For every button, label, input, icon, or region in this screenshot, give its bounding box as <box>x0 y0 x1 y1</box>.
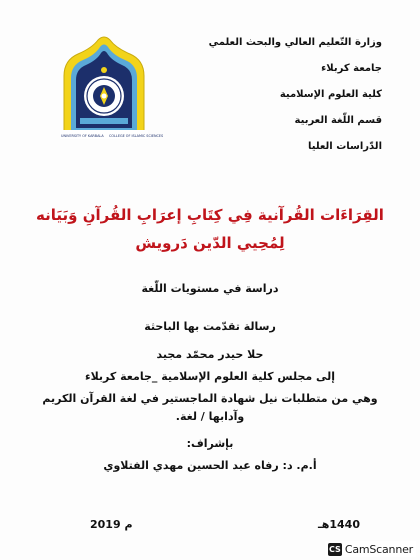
supervisor-name: أ.م. د: رفاه عبد الحسين مهدي الفتلاوي <box>103 459 317 472</box>
institution-header <box>192 36 382 153</box>
requirement-line-1: وهي من متطلبات نيل شهادة الماجستير في لغة القرآن الكريم <box>42 392 378 405</box>
requirement-line-2: وآدابها / لغة. <box>175 410 245 423</box>
council-line: إلى مجلس كلية العلوم الإسلامية _جامعة كربلاء <box>84 370 336 383</box>
thesis-title: القِرَاءَات القُرآنية فِي كِتَابِ إعرَابِ القُرآنِ وَبَيَانه <box>36 206 384 224</box>
college-name: كلية العلوم الإسلامية <box>279 89 382 100</box>
thesis-statement: رسالة تقدّمت بها الباحثة <box>144 320 276 333</box>
camscanner-logo-icon: CS <box>328 544 341 554</box>
ministry-name: وزارة التّعليم العالي والبحث العلمي <box>208 37 382 48</box>
thesis-title-author: لِمُحِيي الدّين دَرويش <box>135 234 285 252</box>
supervision-label: بإشراف: <box>186 437 234 450</box>
camscanner-watermark <box>325 541 416 557</box>
logo-right-text: COLLEGE OF ISLAMIC SCIENCES <box>109 134 164 138</box>
researcher-name: حلا حيدر محمّد مجيد <box>156 348 264 361</box>
university-logo <box>58 32 164 140</box>
hijri-year: 1440هـ <box>317 518 360 531</box>
study-subtitle: دراسة في مستويات اللّغة <box>141 282 279 295</box>
university-name: جامعة كربلاء <box>321 63 382 74</box>
department-name: قسم اللّغة العربية <box>294 115 382 126</box>
gregorian-year: 2019 م <box>90 518 133 531</box>
graduate-studies: الدّراسات العليا <box>307 141 382 152</box>
logo-left-text: UNIVERSITY OF KARBALA <box>61 134 104 138</box>
camscanner-label: CamScanner <box>344 542 413 556</box>
